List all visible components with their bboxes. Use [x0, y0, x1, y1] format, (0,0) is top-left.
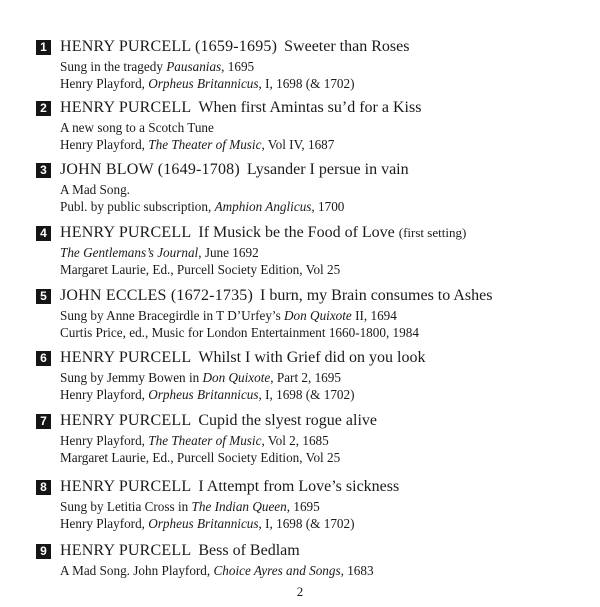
track-entry: [36, 476, 556, 532]
track-number: 4: [36, 226, 51, 241]
publication-title: Don Quixote: [202, 370, 271, 385]
track-entry: [36, 97, 556, 153]
track-heading: [36, 476, 556, 498]
source-line: [60, 386, 556, 403]
source-line: [60, 244, 556, 261]
composer: HENRY PURCELL: [60, 412, 192, 429]
track-number: 9: [36, 544, 51, 559]
track-heading: [36, 347, 556, 369]
track-entry: [36, 222, 556, 278]
song-title: Bess of Bedlam: [198, 542, 300, 559]
source-line: [60, 324, 556, 341]
source-text: , 1695: [221, 59, 255, 74]
composer: HENRY PURCELL: [60, 349, 192, 366]
source-text: Margaret Laurie, Ed., Purcell Society Edition, Vol 25: [60, 262, 341, 277]
track-number: 8: [36, 480, 51, 495]
publication-title: Orpheus Britannicus: [148, 76, 259, 91]
track-entry: [36, 540, 556, 579]
source-text: Publ. by public subscription,: [60, 199, 215, 214]
track-entry: [36, 159, 556, 215]
track-number: 7: [36, 414, 51, 429]
track-entry: [36, 347, 556, 403]
track-heading: [36, 97, 556, 119]
source-text: , June 1692: [198, 245, 259, 260]
publication-title: The Theater of Music: [148, 137, 262, 152]
track-heading: [36, 222, 556, 244]
composer: HENRY PURCELL: [60, 478, 192, 495]
track-heading: [36, 36, 556, 58]
source-line: [60, 75, 556, 92]
source-text: Sung by Letitia Cross in: [60, 499, 192, 514]
track-heading: [36, 540, 556, 562]
publication-title: Orpheus Britannicus: [148, 387, 259, 402]
publication-title: The Gentlemans’s Journal: [60, 245, 199, 260]
publication-title: Amphion Anglicus: [214, 199, 312, 214]
source-text: Henry Playford,: [60, 387, 149, 402]
source-text: A Mad Song.: [60, 182, 130, 197]
publication-title: Don Quixote: [284, 308, 352, 323]
song-title: Whilst I with Grief did on you look: [198, 349, 426, 366]
source-text: , 1683: [340, 563, 374, 578]
source-line: [60, 369, 556, 386]
source-text: Sung in the tragedy: [60, 59, 167, 74]
source-text: II, 1694: [351, 308, 397, 323]
song-title: Sweeter than Roses: [284, 38, 410, 55]
page-number: 2: [296, 584, 304, 599]
source-line: [60, 58, 556, 75]
source-text: , Vol 2, 1685: [261, 433, 329, 448]
source-line: [60, 562, 556, 579]
song-title: I burn, my Brain consumes to Ashes: [260, 287, 493, 304]
source-text: , I, 1698 (& 1702): [258, 516, 355, 531]
song-title: If Musick be the Food of Love: [198, 224, 395, 241]
source-line: [60, 198, 556, 215]
source-text: , 1695: [286, 499, 320, 514]
track-entry: [36, 36, 556, 92]
song-title: I Attempt from Love’s sickness: [198, 478, 400, 495]
source-line: [60, 498, 556, 515]
source-line: [60, 181, 556, 198]
track-number: 2: [36, 101, 51, 116]
composer: HENRY PURCELL: [60, 99, 192, 116]
publication-title: Choice Ayres and Songs: [213, 563, 341, 578]
source-text: Henry Playford,: [60, 76, 149, 91]
title-note: (first setting): [398, 225, 467, 240]
source-text: Henry Playford,: [60, 516, 149, 531]
source-text: A new song to a Scotch Tune: [60, 120, 214, 135]
source-text: Sung by Anne Bracegirdle in T D’Urfey’s: [60, 308, 285, 323]
source-text: , Part 2, 1695: [270, 370, 341, 385]
source-text: , Vol IV, 1687: [261, 137, 335, 152]
song-title: Cupid the slyest rogue alive: [198, 412, 377, 429]
composer: JOHN ECCLES (1672-1735): [60, 287, 254, 304]
publication-title: The Theater of Music: [148, 433, 262, 448]
composer: HENRY PURCELL: [60, 224, 192, 241]
source-text: A Mad Song. John Playford,: [60, 563, 214, 578]
track-heading: [36, 410, 556, 432]
source-text: , 1700: [311, 199, 345, 214]
track-number: 6: [36, 351, 51, 366]
source-line: [60, 307, 556, 324]
publication-title: Orpheus Britannicus: [148, 516, 259, 531]
source-text: Henry Playford,: [60, 433, 149, 448]
source-line: [60, 449, 556, 466]
source-text: Curtis Price, ed., Music for London Entertainment 1660-1800, 1984: [60, 325, 419, 340]
track-heading: [36, 159, 556, 181]
song-title: When first Amintas su’d for a Kiss: [198, 99, 422, 116]
source-line: [60, 261, 556, 278]
track-entry: [36, 285, 556, 341]
composer: HENRY PURCELL: [60, 542, 192, 559]
source-text: Sung by Jemmy Bowen in: [60, 370, 203, 385]
source-text: , I, 1698 (& 1702): [258, 76, 355, 91]
song-title: Lysander I persue in vain: [246, 161, 409, 178]
track-number: 5: [36, 289, 51, 304]
track-number: 1: [36, 40, 51, 55]
publication-title: The Indian Queen: [191, 499, 287, 514]
source-line: [60, 119, 556, 136]
source-text: Margaret Laurie, Ed., Purcell Society Edition, Vol 25: [60, 450, 341, 465]
source-text: Henry Playford,: [60, 137, 149, 152]
composer: HENRY PURCELL (1659-1695): [60, 38, 278, 55]
track-heading: [36, 285, 556, 307]
publication-title: Pausanias: [166, 59, 222, 74]
composer: JOHN BLOW (1649-1708): [60, 161, 240, 178]
source-text: , I, 1698 (& 1702): [258, 387, 355, 402]
track-entry: [36, 410, 556, 466]
source-line: [60, 432, 556, 449]
source-line: [60, 136, 556, 153]
track-number: 3: [36, 163, 51, 178]
source-line: [60, 515, 556, 532]
